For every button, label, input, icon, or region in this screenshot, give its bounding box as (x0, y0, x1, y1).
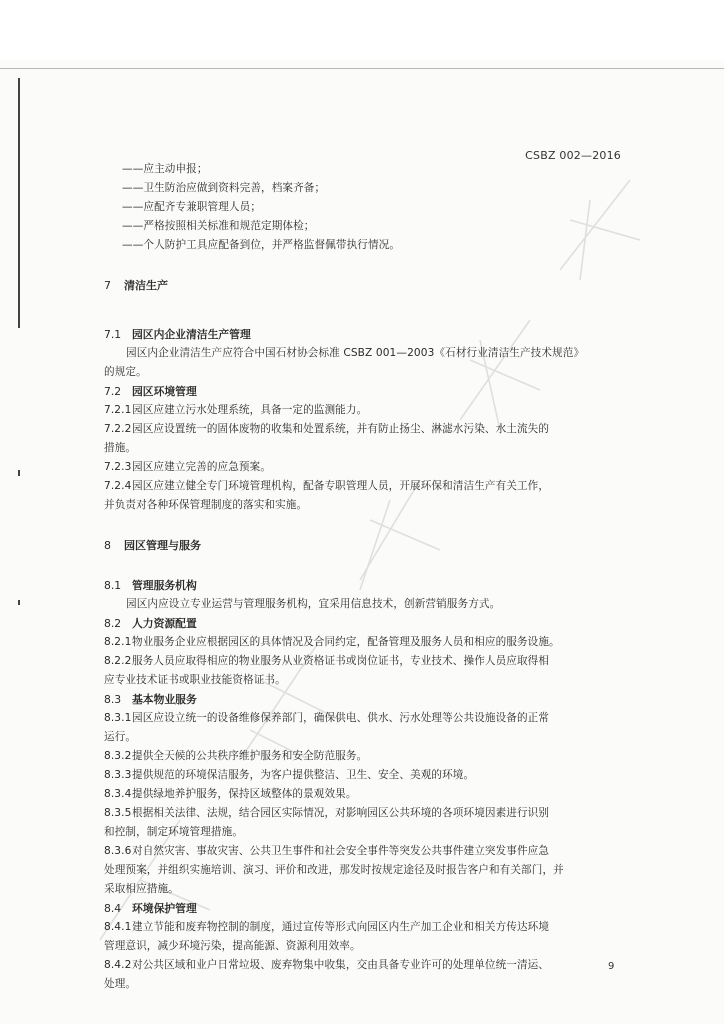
clause: 8.3.6对自然灾害、事故灾害、公共卫生事件和社会安全事件等突发公共事件建立突发事件应急 (104, 845, 550, 857)
clause: 7.2.1园区应建立污水处理系统，具备一定的监测能力。 (104, 404, 368, 416)
list-item: ——应配齐专兼职管理人员； (122, 201, 262, 213)
clause-continuation: 管理意识，减少环境污染，提高能源、资源利用效率。 (104, 940, 361, 952)
subsection-heading: 8.4 环境保护管理 (104, 902, 197, 915)
scan-edge-line (0, 68, 724, 69)
clause-continuation: 处理。 (104, 978, 137, 990)
subsection-heading: 8.3 基本物业服务 (104, 693, 197, 706)
section-heading: 8 园区管理与服务 (104, 539, 201, 552)
page-number: 9 (608, 961, 615, 972)
binding-mark (18, 600, 20, 605)
subsection-heading: 8.2 人力资源配置 (104, 617, 197, 630)
clause-continuation: 采取相应措施。 (104, 883, 179, 895)
clause: 8.4.2对公共区域和业户日常垃圾、废弃物集中收集，交由具备专业许可的处理单位统一清运、 (104, 959, 550, 971)
clause-continuation: 应专业技术证书或职业技能资格证书。 (104, 674, 286, 686)
paragraph: 园区内应设立专业运营与管理服务机构，宜采用信息技术，创新营销服务方式。 (126, 598, 501, 610)
list-item: ——个人防护工具应配备到位，并严格监督佩带执行情况。 (122, 239, 401, 251)
list-item: ——严格按照相关标准和规范定期体检； (122, 220, 315, 232)
subsection-heading: 8.1 管理服务机构 (104, 579, 197, 592)
binding-mark (18, 78, 20, 328)
list-item: ——应主动申报； (122, 163, 208, 175)
clause: 8.3.4提供绿地养护服务，保持区域整体的景观效果。 (104, 788, 357, 800)
clause-continuation: 措施。 (104, 442, 137, 454)
clause: 8.3.3提供规范的环境保洁服务，为客户提供整洁、卫生、安全、美观的环境。 (104, 769, 475, 781)
clause: 8.3.2提供全天候的公共秩序维护服务和安全防范服务。 (104, 750, 368, 762)
clause-continuation: 和控制，制定环境管理措施。 (104, 826, 244, 838)
clause: 7.2.2园区应设置统一的固体废物的收集和处置系统，并有防止扬尘、淋滤水污染、水土流失的 (104, 423, 550, 435)
binding-mark (18, 470, 20, 476)
clause: 7.2.3园区应建立完善的应急预案。 (104, 461, 272, 473)
clause-continuation: 运行。 (104, 731, 137, 743)
document-code: CSBZ 002—2016 (525, 149, 621, 162)
clause: 8.4.1建立节能和废弃物控制的制度，通过宣传等形式向园区内生产加工企业和相关方传达环境 (104, 921, 550, 933)
bullet-list (104, 160, 624, 255)
clause-continuation: 处理预案，并组织实施培训、演习、评价和改进，那发时按规定途径及时报告客户和有关部门，并 (104, 864, 564, 876)
paragraph-continuation: 的规定。 (104, 366, 147, 378)
paragraph: 园区内企业清洁生产应符合中国石材协会标准 CSBZ 001—2003《石材行业清洁生产技术规范》 (126, 347, 585, 359)
clause: 8.2.2服务人员应取得相应的物业服务从业资格证书或岗位证书，专业技术、操作人员应取得相 (104, 655, 550, 667)
document-body (104, 160, 624, 994)
clause: 8.3.1园区应设立统一的设备维修保养部门，确保供电、供水、污水处理等公共设施设备的正常 (104, 712, 550, 724)
clause-continuation: 并负责对各种环保管理制度的落实和实施。 (104, 499, 308, 511)
section-heading: 7 清洁生产 (104, 279, 168, 292)
subsection-heading: 7.1 园区内企业清洁生产管理 (104, 328, 251, 341)
clause: 7.2.4园区应建立健全专门环境管理机构，配备专职管理人员，开展环保和清洁生产有关工作， (104, 480, 550, 492)
clause: 8.2.1物业服务企业应根据园区的具体情况及合同约定，配备管理及服务人员和相应的服务设施。 (104, 636, 560, 648)
scan-top-band (0, 0, 724, 60)
list-item: ——卫生防治应做到资料完善，档案齐备； (122, 182, 326, 194)
subsection-heading: 7.2 园区环境管理 (104, 385, 197, 398)
clause: 8.3.5根据相关法律、法规，结合园区实际情况，对影响园区公共环境的各项环境因素进行识别 (104, 807, 550, 819)
